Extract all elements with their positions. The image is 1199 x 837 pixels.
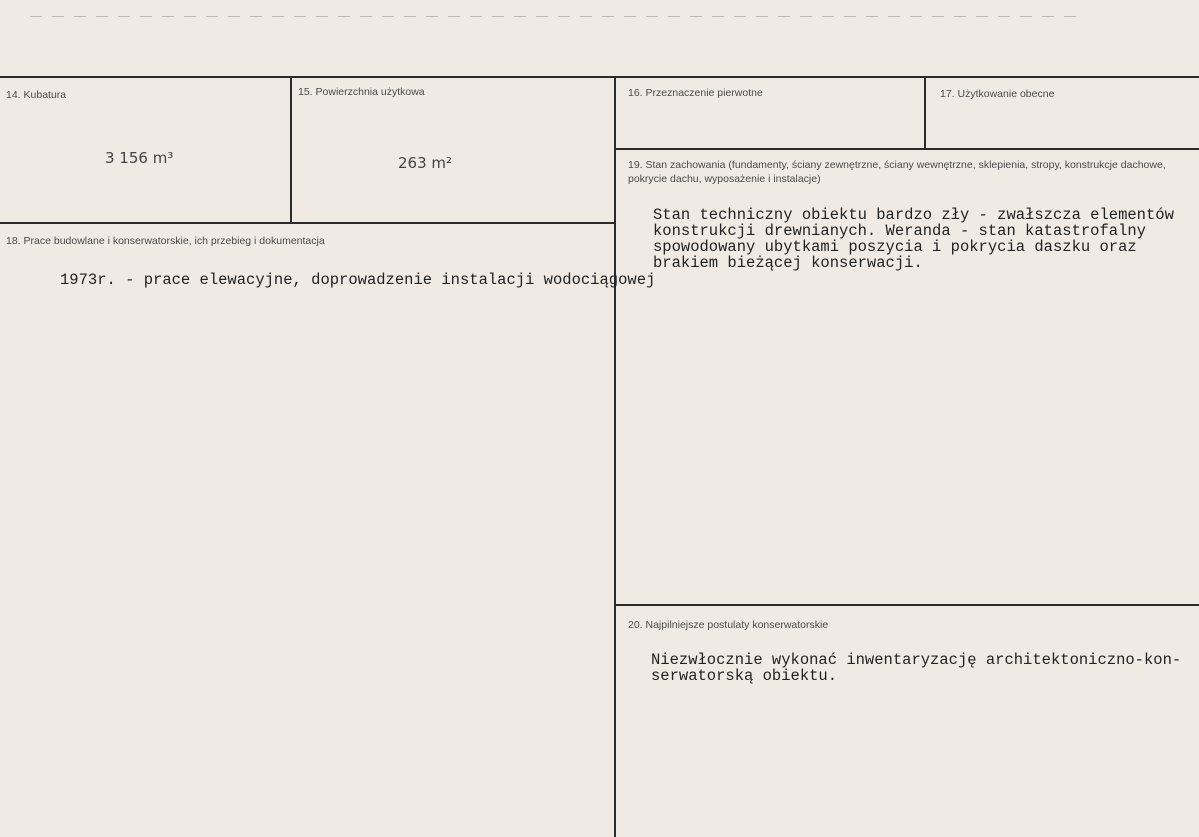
field-15-value: 263 m² [398,154,453,172]
rule-16-17-divider [924,76,926,148]
field-14-value: 3 156 m³ [105,149,174,167]
faint-top-line [30,16,1080,17]
field-15-label: 15. Powierzchnia użytkowa [298,86,425,98]
field-19-label: 19. Stan zachowania (fundamenty, ściany zewnętrzne, ściany wewnętrzne, sklepienia, stropy, konstrukcje dachowe, pokrycie dachu, wyposażenie i instalacje) [628,159,1166,185]
rule-16-17-bottom [616,148,1199,150]
field-19-value: Stan techniczny obiektu bardzo zły - zwałszcza elementów konstrukcji drewnianych. Weranda - stan katastrofalny spowodowany ubytkami poszycia i pokrycia daszku oraz brakiem bieżącej konserwacji. [653,206,1174,272]
field-18-value: 1973r. - prace elewacyjne, doprowadzenie instalacji wodociągowej [60,271,656,289]
field-20-label: 20. Najpilniejsze postulaty konserwatorskie [628,619,829,631]
field-18-label: 18. Prace budowlane i konserwatorskie, ich przebieg i dokumentacja [6,235,325,247]
rule-top [0,76,1199,78]
field-16-label: 16. Przeznaczenie pierwotne [628,87,763,99]
field-17-label: 17. Użytkowanie obecne [940,88,1055,100]
rule-14-15-bottom [0,222,616,224]
rule-center-divider [614,76,616,837]
field-14-label: 14. Kubatura [6,89,67,101]
rule-14-15-divider [290,76,292,222]
rule-19-bottom [616,604,1199,606]
field-20-value: Niezwłocznie wykonać inwentaryzację architektoniczno-kon- serwatorską obiektu. [651,651,1182,685]
